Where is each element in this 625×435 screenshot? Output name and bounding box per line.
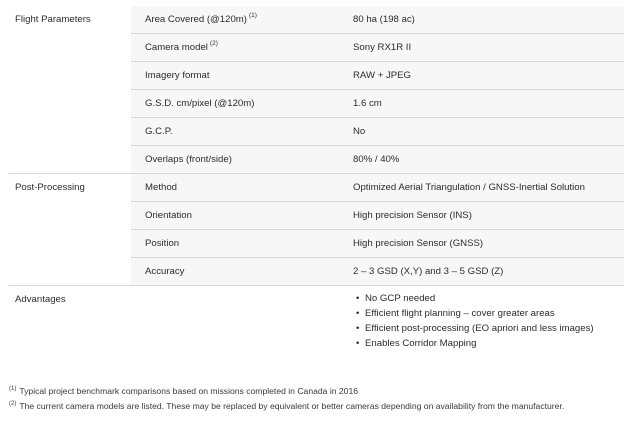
bullet-icon: •: [356, 338, 360, 349]
list-item: • Efficient flight planning – cover greater areas: [356, 308, 555, 319]
bullet-icon: •: [356, 323, 360, 334]
param-value: RAW + JPEG: [339, 62, 624, 90]
param-value: High precision Sensor (GNSS): [339, 230, 624, 258]
param-label: G.C.P.: [131, 118, 339, 146]
spec-table: [9, 6, 624, 355]
param-label: Accuracy: [131, 258, 339, 286]
param-label: G.S.D. cm/pixel (@120m): [131, 90, 339, 118]
param-label: Imagery format: [131, 62, 339, 90]
footnote: $^{(2)}$ The current camera models are listed. These may be replaced by equivalent or better cameras depending on availability from the manufacturer.: [9, 401, 565, 411]
param-value: No: [339, 118, 624, 146]
param-label: Area Covered (@120m) $^{(1)}$: [131, 6, 339, 34]
section-title-post-processing: Post-Processing: [9, 174, 131, 286]
bullet-icon: •: [356, 308, 360, 319]
param-label: Orientation: [131, 202, 339, 230]
footnote-ref: (1): [249, 12, 257, 20]
footnotes: [9, 385, 564, 415]
footnote: $^{(1)}$ Typical project benchmark comparisons based on missions completed in Canada in 2016: [9, 386, 359, 396]
empty-cell: [131, 286, 339, 356]
param-value: Sony RX1R II: [339, 34, 624, 62]
table-row: [9, 174, 624, 202]
footnote-mark: (2): [9, 401, 17, 408]
param-value: 1.6 cm: [339, 90, 624, 118]
advantages-list: [353, 293, 624, 353]
list-item: • No GCP needed: [356, 293, 436, 304]
param-value: 2 – 3 GSD (X,Y) and 3 – 5 GSD (Z): [339, 258, 624, 286]
section-title-flight-parameters: Flight Parameters: [15, 14, 91, 25]
section-title-advantages: Advantages: [9, 286, 131, 356]
param-label: Overlaps (front/side): [131, 146, 339, 174]
param-value: Optimized Aerial Triangulation / GNSS-Inertial Solution: [339, 174, 624, 202]
param-label: Position: [131, 230, 339, 258]
param-value: 80 ha (198 ac): [339, 6, 624, 34]
list-item: • Efficient post-processing (EO apriori and less images): [356, 323, 594, 334]
param-value: 80% / 40%: [339, 146, 624, 174]
param-value: High precision Sensor (INS): [339, 202, 624, 230]
table-row: [9, 286, 624, 356]
table-row: [9, 6, 624, 34]
param-label: Method: [131, 174, 339, 202]
bullet-icon: •: [356, 293, 360, 304]
footnote-ref: (2): [209, 40, 218, 48]
list-item: • Enables Corridor Mapping: [356, 338, 477, 349]
advantages-cell: [339, 286, 624, 356]
footnote-mark: (1): [9, 386, 17, 393]
param-label: Camera model $^{(2)}$: [131, 34, 339, 62]
